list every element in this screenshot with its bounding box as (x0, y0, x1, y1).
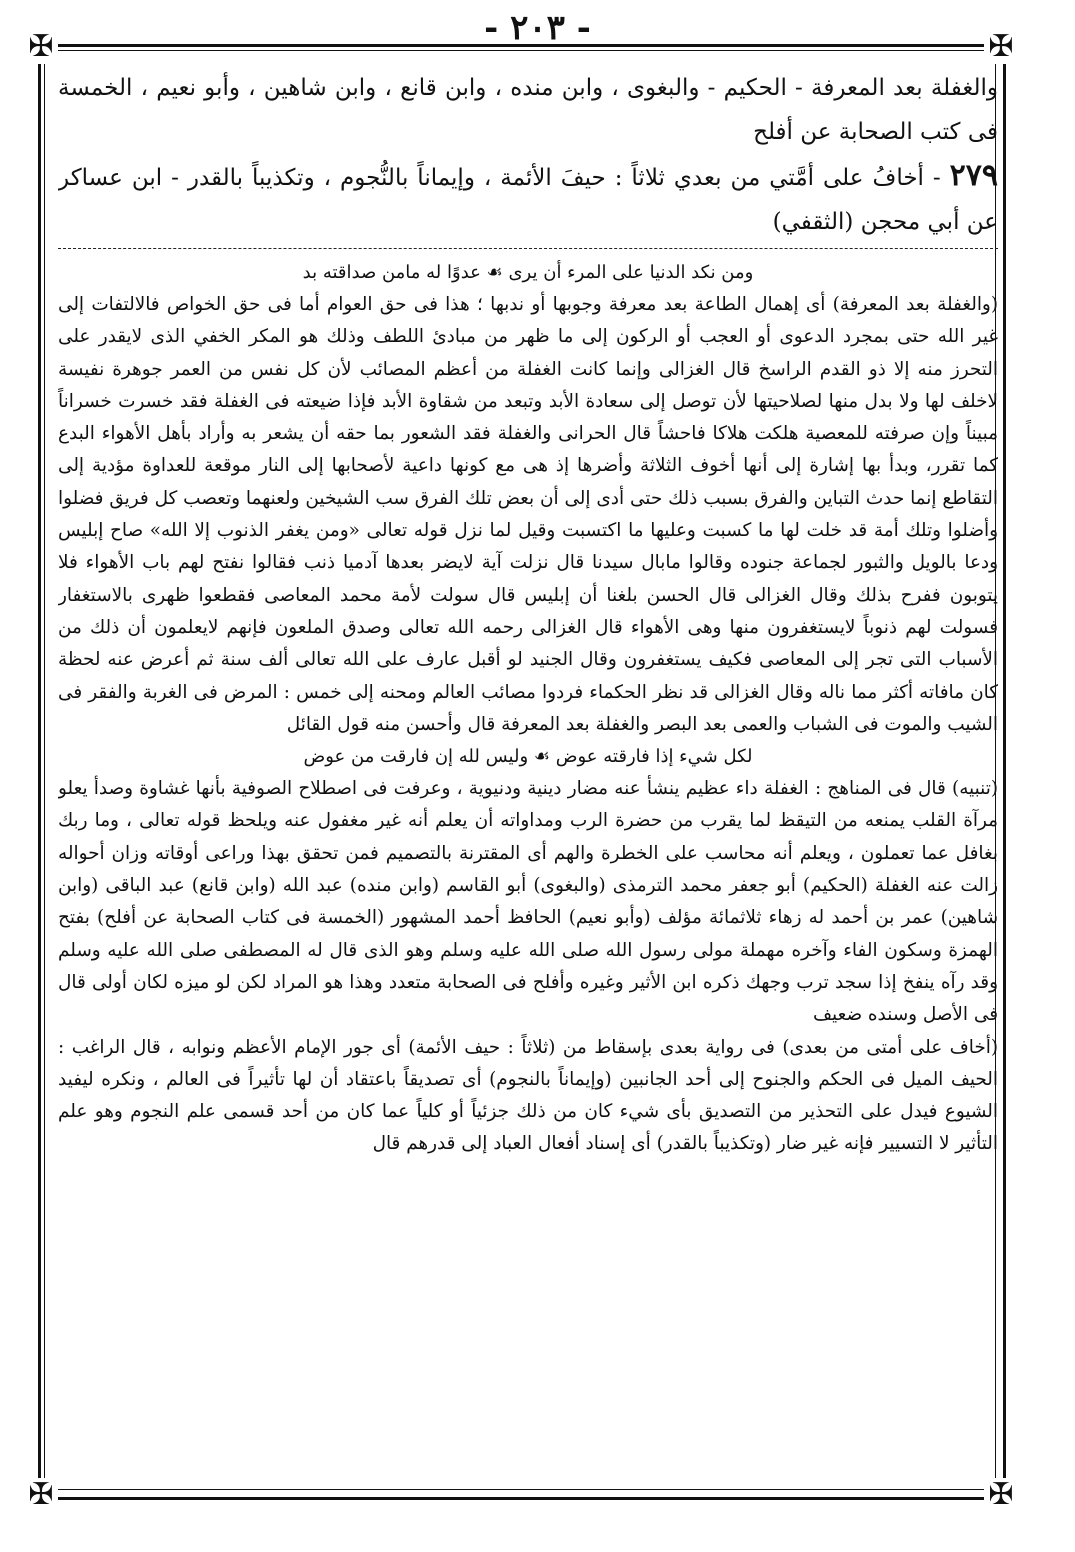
hadith-text: - أخافُ على أمَّتي من بعدي ثلاثاً : حيفَ الأئمة ، وإيماناً بالنُّجوم ، وتكذيباً بالقدر - ابن عساكر عن أبي محجن (الثقفي) (58, 165, 998, 235)
hadith-number: ٢٧٩ (949, 158, 998, 193)
page-number: - ٢٠٣ - (484, 8, 591, 48)
ornamental-corner-icon: ✠ (984, 1478, 1018, 1512)
main-text (58, 66, 998, 244)
commentary-paragraph: (تنبيه) قال فى المناهج : الغفلة داء عظيم ينشأ عنه مضار دينية ودنيوية ، وعرفت فى اصطلاح الصوفية بأنها غشاوة وصدأ يعلو مرآة القلب يمنعه من التيقظ لما يقرب من حضرة الرب ومداواته أن يعلم أنه غير مغفول عنه ويلحظ قوله تعالى ، وما ربك بغافل عما تعملون ، ويعلم أنه محاسب على الخطرة والهم أى المقترنة بالتصميم فمن تحقق بهذا وراعى أوقاته وزان أحواله زالت عنه الغفلة (الحكيم) أبو جعفر محمد الترمذى (والبغوى) أبو القاسم (وابن منده) عبد الله (وابن قانع) عبد الباقى (وابن شاهين) عمر بن أحمد له زهاء ثلاثمائة مؤلف (وأبو نعيم) الحافظ أحمد المشهور (الخمسة فى كتاب الصحابة عن أفلح) بفتح الهمزة وسكون الفاء وآخره مهملة مولى رسول الله صلى الله عليه وسلم وهو الذى قال له المصطفى صلى الله عليه وسلم وقد رآه ينفخ إذا سجد ترب وجهك ذكره ابن الأثير وغيره وأفلح فى الصحابة متعدد وهذا هو المراد لكن لو ميزه لكان أولى قال فى الأصل وسنده ضعيف (58, 778, 998, 1026)
commentary-paragraph: (أخاف على أمتى من بعدى) فى رواية بعدى بإسقاط من (ثلاثاً : حيف الأئمة) أى جور الإمام الأعظم ونوابه ، قال الراغب : الحيف الميل فى الحكم والجنوح إلى أحد الجانبين (وإيماناً بالنجوم) أى تصديقاً باعتقاد أن لها تأثيراً فى العالم ، ونكره ليفيد الشيوع فيدل على التحذير من التصديق بأى شيء كان من ذلك جزئياً أو كلياً عما كان من أحد قسمى علم النجوم وهو علم التأثير لا التسيير فإنه غير ضار (وتكذيباً بالقدر) أى إسناد أفعال العباد إلى قدرهم قال (58, 1036, 998, 1155)
poem-verse: لكل شيء إذا فارقته عوض ☙ وليس لله إن فارقت من عوض (303, 746, 753, 768)
section-divider (58, 248, 998, 249)
poem-verse: ومن نكد الدنيا على المرء أن يرى ☙ عدوًا له مامن صداقته بد (302, 262, 754, 283)
commentary-paragraph: (والغفلة بعد المعرفة) أى إهمال الطاعة بعد معرفة وجوبها أو ندبها ؛ هذا فى حق العوام أما فى حق الخواص فالالتفات إلى غير الله حتى بمجرد الدعوى أو العجب أو الركون إلى ما ظهر من مبادئ اللطف وذلك هو المكر الخفي الذى لايقدر على التحرز منه إلا ذو القدم الراسخ قال الغزالى وإنما كانت الغفلة من أعظم المصائب لأن كل نفس من العمر جوهرة نفيسة لاخلف لها ولا بدل منها لصلاحيتها لأن توصل إلى سعادة الأبد وتبعد من شقاوة الأبد فإذا ضيعته فى الغفلة فقد خسرت خسراناً مبيناً وإن صرفته للمعصية هلكت هلاكا فاحشاً قال الحرانى والغفلة فقد الشعور بما حقه أن يشعر به وأراد بأهل الأهواء البدع كما تقرر، وبدأ بها إشارة إلى أنها أخوف الثلاثة وأضرها إذ هى مع كونها داعية لأصحابها إلى النار موقعة للعداوة مؤدية إلى التقاطع إنما حدث التباين والفرق بسبب ذلك حتى أدى إلى أن بعض تلك الفرق سب الشيخين ولعنهما وتعصب كل فريق فضلوا وأضلوا وتلك أمة قد خلت لها ما كسبت وعليها ما اكتسبت وقيل لما نزل قوله تعالى «ومن يغفر الذنوب إلا الله» صاح إبليس ودعا بالويل والثبور لجماعة جنوده وقالوا مابال سيدنا قال نزلت آية لايضر بعدها آدميا ذنب فقالوا نفتح لهم باب الأهواء فلا يتوبون ففرح بذلك وقال الغزالى قال الحسن بلغنا أن إبليس قال سولت لأمة محمد المعاصى فقطعوا ظهرى بالاستغفار فسولت لهم ذنوباً لايستغفرون منها وهى الأهواء قال الغزالى رحمه الله تعالى وصدق الملعون فإنهم لايعلمون أن ذلك من الأسباب التى تجر إلى المعاصى فكيف يستغفرون وقال الجنيد لو أقبل عارف على الله تعالى ألف سنة ثم أعرض عنه لحظة كان مافاته أكثر مما ناله وقال الغزالى قد نظر الحكماء فردوا مصائب العالم ومحنه إلى خمس : المرض فى الغربة والفقر فى الشيب والموت فى الشباب والعمى بعد البصر والغفلة بعد المعرفة قال وأحسن منه قول القائل (58, 294, 998, 735)
hadith-entry (58, 154, 998, 244)
ornamental-corner-icon: ✠ (24, 1478, 58, 1512)
ornamental-corner-icon: ✠ (24, 30, 58, 64)
main-paragraph: والغفلة بعد المعرفة - الحكيم - والبغوى ، وابن منده ، وابن قانع ، وابن شاهين ، وأبو نعيم ، الخمسة فى كتب الصحابة عن أفلح (58, 75, 998, 145)
ornamental-corner-icon: ✠ (984, 30, 1018, 64)
page-content (58, 66, 998, 1476)
commentary (58, 257, 998, 1161)
